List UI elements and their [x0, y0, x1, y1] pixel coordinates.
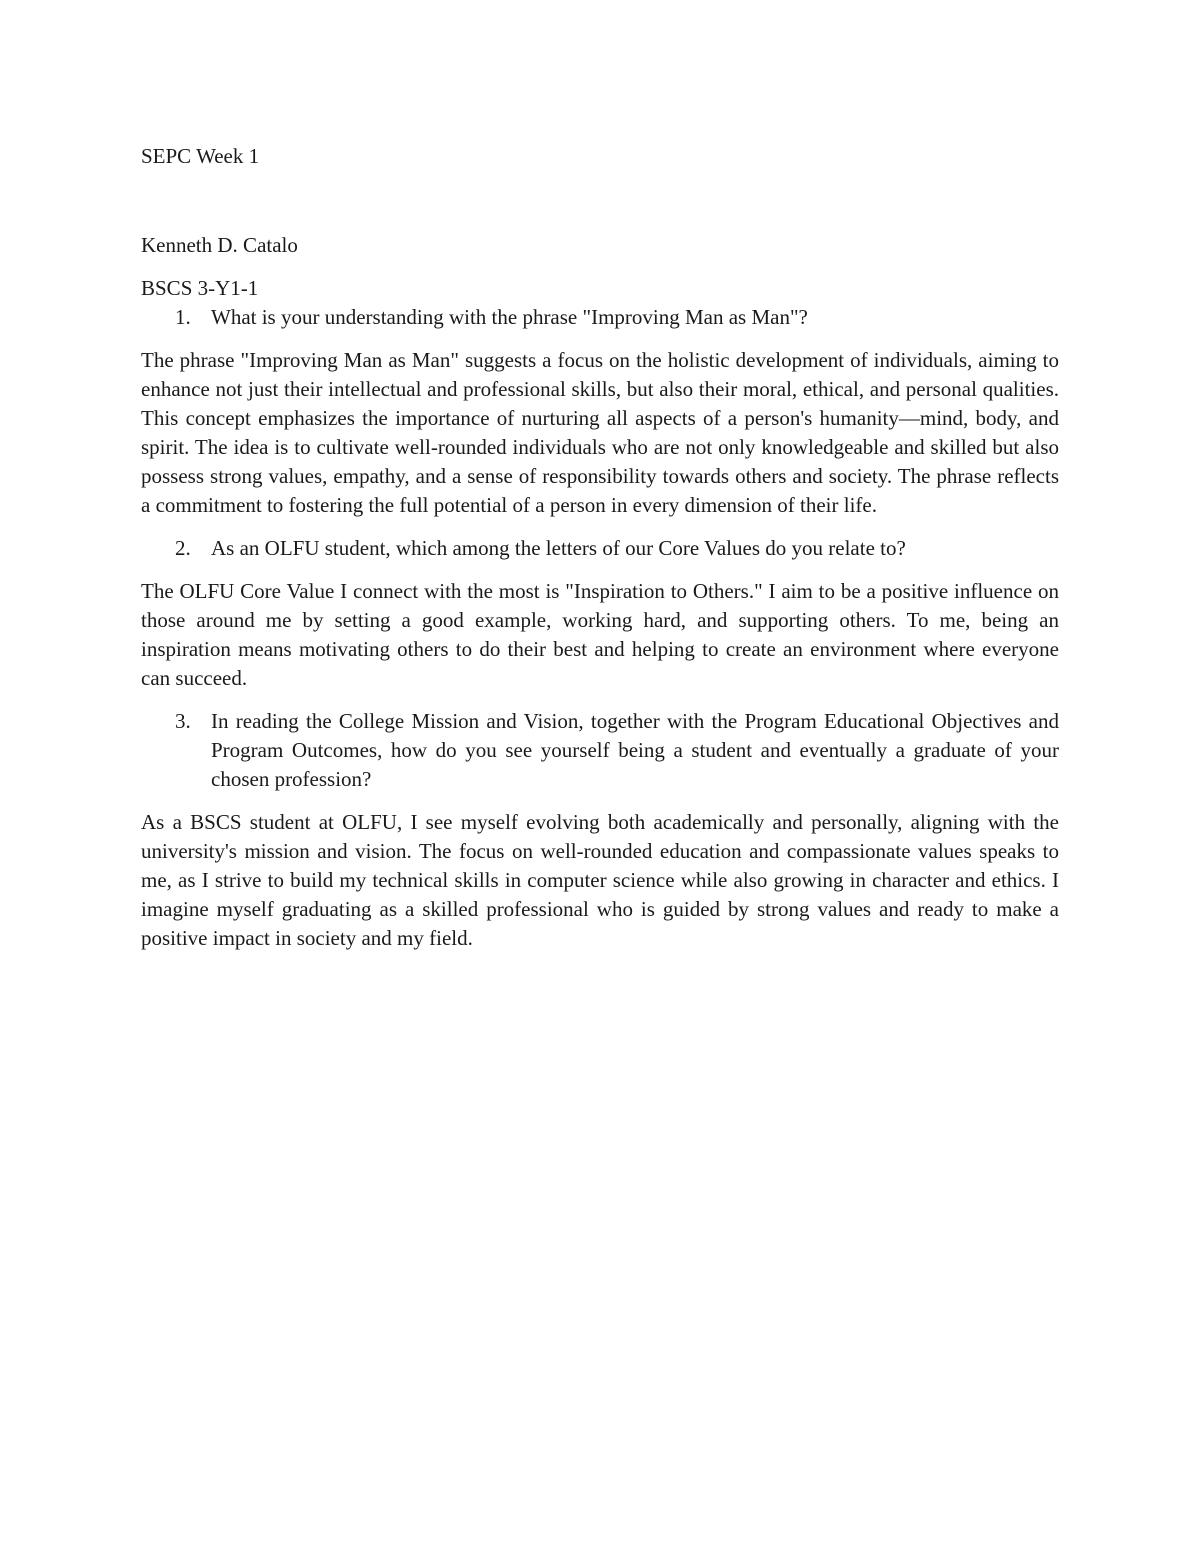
answer-3: As a BSCS student at OLFU, I see myself evolving both academically and personally, aligning with the university's mission and vision. The focus on well-rounded education and compassionate values speaks to me, as I strive to build my technical skills in computer science while also growing in character and ethics. I imagine myself graduating as a skilled professional who is guided by strong values and ready to make a positive impact in society and my field. — [141, 810, 1059, 950]
question-2 — [141, 534, 1059, 563]
question-number: 1. — [175, 305, 191, 329]
student-name: Kenneth D. Catalo — [141, 233, 298, 257]
question-1 — [141, 303, 1059, 332]
answer-1: The phrase "Improving Man as Man" suggests a focus on the holistic development of individuals, aiming to enhance not just their intellectual and professional skills, but also their moral, ethical, and personal qualities. This concept emphasizes the importance of nurturing all aspects of a person's humanity—mind, body, and spirit. The idea is to cultivate well-rounded individuals who are not only knowledgeable and skilled but also possess strong values, empathy, and a sense of responsibility towards others and society. The phrase reflects a commitment to fostering the full potential of a person in every dimension of their life. — [141, 348, 1059, 517]
document-title: SEPC Week 1 — [141, 144, 260, 168]
question-number: 3. — [175, 709, 191, 733]
question-3 — [141, 707, 1059, 794]
question-text: In reading the College Mission and Vision, together with the Program Educational Objectives and Program Outcomes, how do you see yourself being a student and eventually a graduate of your chosen profession? — [211, 709, 1059, 791]
answer-2: The OLFU Core Value I connect with the most is "Inspiration to Others." I aim to be a positive influence on those around me by setting a good example, working hard, and supporting others. To me, being an inspiration means motivating others to do their best and helping to create an environment where everyone can succeed. — [141, 579, 1059, 690]
question-number: 2. — [175, 536, 191, 560]
question-text: What is your understanding with the phrase "Improving Man as Man"? — [211, 305, 808, 329]
question-text: As an OLFU student, which among the letters of our Core Values do you relate to? — [211, 536, 906, 560]
student-section: BSCS 3-Y1-1 — [141, 276, 259, 300]
document-page — [141, 138, 1059, 953]
